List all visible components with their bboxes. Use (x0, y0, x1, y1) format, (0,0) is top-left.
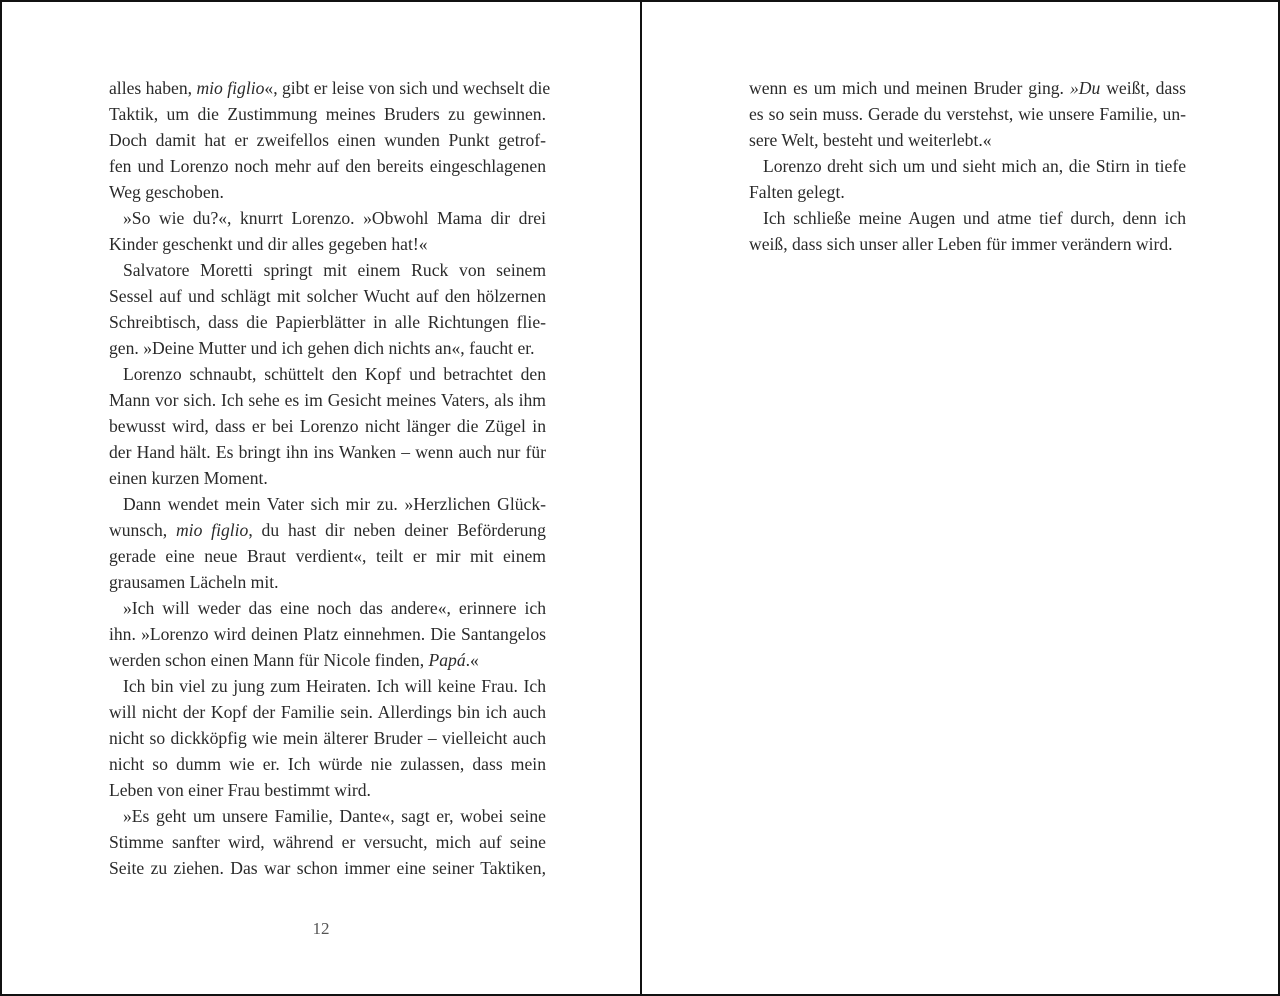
right-page-body-text (735, 75, 1186, 257)
text-line (95, 283, 546, 309)
text-run: einen kurzen Moment. (109, 468, 268, 488)
text-line (95, 569, 546, 595)
text-run: fen und Lorenzo noch mehr auf den bereits eingeschlagenen (109, 156, 546, 176)
text-line (95, 335, 546, 361)
text-run: Sessel auf und schlägt mit solcher Wucht auf den hölzernen (109, 286, 546, 306)
text-run: Doch damit hat er zweifellos einen wunden Punkt getrof- (109, 130, 546, 150)
text-line (735, 179, 1186, 205)
text-run: »Ich will weder das eine noch das andere«, erinnere ich (123, 598, 546, 618)
text-line (95, 855, 546, 881)
text-line (95, 153, 546, 179)
paragraph (95, 803, 546, 881)
text-run: sere Welt, besteht und weiterlebt.« (749, 130, 992, 150)
text-run: ihn. »Lorenzo wird deinen Platz einnehmen. Die Santangelos (109, 624, 546, 644)
text-line (95, 75, 551, 101)
text-run: gen. »Deine Mutter und ich gehen dich nichts an«, faucht er. (109, 338, 535, 358)
paragraph (95, 491, 546, 595)
text-run: Lorenzo schnaubt, schüttelt den Kopf und betrachtet den (123, 364, 546, 384)
text-run: wunsch, (109, 520, 176, 540)
paragraph (95, 595, 546, 673)
text-run: bewusst wird, dass er bei Lorenzo nicht länger die Zügel in (109, 416, 546, 436)
text-line (735, 153, 1186, 179)
left-page (2, 2, 640, 994)
page-number: 12 (312, 919, 330, 938)
text-run: will nicht der Kopf der Familie sein. Allerdings bin ich auch (109, 702, 546, 722)
text-line (95, 673, 546, 699)
italic-run: mio figlio (196, 78, 265, 98)
text-line (95, 517, 546, 543)
text-line (95, 543, 546, 569)
text-line (95, 465, 546, 491)
text-line (95, 387, 546, 413)
text-line (95, 699, 546, 725)
text-line (95, 361, 546, 387)
text-line (95, 751, 546, 777)
text-line (95, 179, 546, 205)
paragraph (735, 75, 1186, 153)
right-page (642, 2, 1280, 994)
text-run: Ich schließe meine Augen und atme tief durch, denn ich (763, 208, 1186, 228)
text-run: Kinder geschenkt und dir alles gegeben hat!« (109, 234, 428, 254)
text-run: Weg geschoben. (109, 182, 224, 202)
left-page-body-text (95, 75, 551, 881)
text-line (735, 101, 1186, 127)
text-run: Lorenzo dreht sich um und sieht mich an, die Stirn in tiefe (763, 156, 1186, 176)
text-run: »Es geht um unsere Familie, Dante«, sagt er, wobei seine (123, 806, 546, 826)
text-line (95, 621, 546, 647)
text-line (735, 231, 1186, 257)
text-line (95, 829, 546, 855)
text-run: der Hand hält. Es bringt ihn ins Wanken – wenn auch nur für (109, 442, 546, 462)
text-run: alles haben, (109, 78, 197, 98)
text-run: «, gibt er leise von sich und wechselt die (264, 78, 551, 98)
text-line (735, 127, 1186, 153)
text-run: Stimme sanfter wird, während er versucht, mich auf seine (109, 832, 546, 852)
text-run: nicht so dumm wie er. Ich würde nie zulassen, dass mein (109, 754, 546, 774)
text-line (95, 205, 546, 231)
paragraph (95, 257, 546, 361)
paragraph (95, 75, 551, 205)
text-run: , du hast dir neben deiner Beförderung (248, 520, 546, 540)
text-run: werden schon einen Mann für Nicole finden, (109, 650, 429, 670)
text-run: Falten gelegt. (749, 182, 845, 202)
text-line (95, 309, 546, 335)
text-line (95, 413, 546, 439)
text-line (95, 491, 546, 517)
paragraph (735, 205, 1186, 257)
text-line (95, 439, 546, 465)
italic-run: Papá (428, 650, 466, 670)
text-run: Schreibtisch, dass die Papierblätter in alle Richtungen flie- (109, 312, 546, 332)
text-run: Mann vor sich. Ich sehe es im Gesicht meines Vaters, als ihm (109, 390, 546, 410)
paragraph (95, 361, 546, 491)
text-line (95, 777, 546, 803)
paragraph (95, 205, 546, 257)
text-run: weißt, dass (1100, 78, 1186, 98)
text-run: Salvatore Moretti springt mit einem Ruck von seinem (123, 260, 546, 280)
text-line (95, 101, 546, 127)
text-run: nicht so dickköpfig wie mein älterer Bruder – vielleicht auch (109, 728, 546, 748)
text-run: wenn es um mich und meinen Bruder ging. (749, 78, 1070, 98)
text-line (95, 803, 546, 829)
paragraph (95, 673, 546, 803)
text-run: Taktik, um die Zustimmung meines Bruders zu gewinnen. (109, 104, 546, 124)
text-line (95, 257, 546, 283)
text-run: gerade eine neue Braut verdient«, teilt er mir mit einem (109, 546, 546, 566)
text-line (735, 75, 1186, 101)
text-line (95, 231, 546, 257)
text-run: »So wie du?«, knurrt Lorenzo. »Obwohl Mama dir drei (123, 208, 546, 228)
text-line (735, 205, 1186, 231)
italic-run: »Du (1069, 78, 1101, 98)
paragraph (735, 153, 1186, 205)
text-run: es so sein muss. Gerade du verstehst, wie unsere Familie, un- (749, 104, 1186, 124)
text-line (95, 595, 546, 621)
text-run: Seite zu ziehen. Das war schon immer eine seiner Taktiken, (109, 858, 546, 878)
italic-run: mio figlio (175, 520, 249, 540)
text-run: Ich bin viel zu jung zum Heiraten. Ich will keine Frau. Ich (123, 676, 546, 696)
text-run: Leben von einer Frau bestimmt wird. (109, 780, 371, 800)
text-run: grausamen Lächeln mit. (109, 572, 279, 592)
text-line (95, 647, 546, 673)
text-run: weiß, dass sich unser aller Leben für immer verändern wird. (749, 234, 1173, 254)
text-line (95, 725, 546, 751)
text-run: .« (465, 650, 479, 670)
text-run: Dann wendet mein Vater sich mir zu. »Herzlichen Glück- (123, 494, 546, 514)
text-line (95, 127, 546, 153)
